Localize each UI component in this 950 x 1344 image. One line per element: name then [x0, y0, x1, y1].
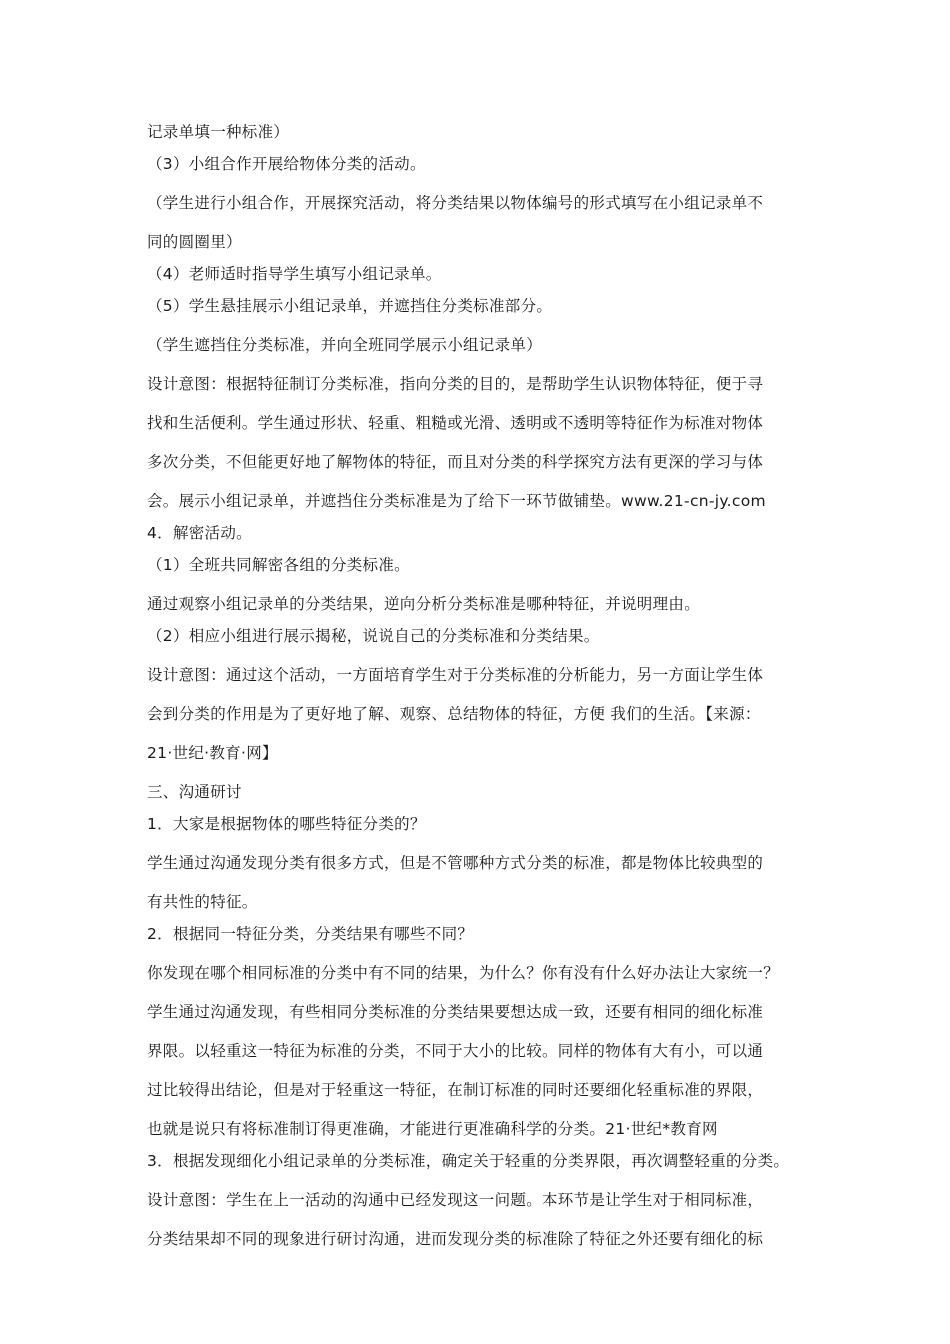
text-line: 1．大家是根据物体的哪些特征分类的？ [147, 815, 426, 833]
text-line: 也就是说只有将标准制订得更准确，才能进行更准确科学的分类。21·世纪*教育网 [147, 1120, 718, 1138]
text-line: 设计意图：通过这个活动，一方面培育学生对于分类标准的分析能力，另一方面让学生体 [147, 666, 764, 684]
text-line: （学生进行小组合作，开展探究活动，将分类结果以物体编号的形式填写在小组记录单不 [147, 194, 764, 212]
text-line: 21·世纪·教育·网】 [147, 744, 278, 762]
text-line: 同的圆圈里） [147, 233, 242, 251]
text-line: （1）全班共同解密各组的分类标准。 [147, 556, 410, 574]
text-line: 学生通过沟通发现分类有很多方式，但是不管哪种方式分类的标准，都是物体比较典型的 [147, 854, 764, 872]
text-line: 你发现在哪个相同标准的分类中有不同的结果，为什么？你有没有什么好办法让大家统一？ [147, 964, 780, 982]
text-line: 设计意图：学生在上一活动的沟通中已经发现这一问题。本环节是让学生对于相同标准， [147, 1191, 764, 1209]
text-line: 三、沟通研讨 [147, 783, 242, 801]
text-line: 通过观察小组记录单的分类结果，逆向分析分类标准是哪种特征，并说明理由。 [147, 595, 701, 613]
text-line: 有共性的特征。 [147, 893, 258, 911]
text-line: （学生遮挡住分类标准，并向全班同学展示小组记录单） [147, 336, 543, 354]
text-line: 会。展示小组记录单，并遮挡住分类标准是为了给下一环节做铺垫。www.21-cn-jy.com [147, 492, 766, 510]
text-line: 3．根据发现细化小组记录单的分类标准，确定关于轻重的分类界限，再次调整轻重的分类。 [147, 1152, 790, 1170]
text-line: （3）小组合作开展给物体分类的活动。 [147, 155, 426, 173]
text-line: 多次分类，不但能更好地了解物体的特征，而且对分类的科学探究方法有更深的学习与体 [147, 453, 764, 471]
text-line: （4）老师适时指导学生填写小组记录单。 [147, 265, 442, 283]
text-line: 设计意图：根据特征制订分类标准，指向分类的目的，是帮助学生认识物体特征，便于寻 [147, 375, 764, 393]
text-line: （5）学生悬挂展示小组记录单，并遮挡住分类标准部分。 [147, 297, 553, 315]
text-line: 2．根据同一特征分类，分类结果有哪些不同？ [147, 925, 474, 943]
text-line: 找和生活便利。学生通过形状、轻重、粗糙或光滑、透明或不透明等特征作为标准对物体 [147, 414, 764, 432]
text-line: 分类结果却不同的现象进行研讨沟通，进而发现分类的标准除了特征之外还要有细化的标 [147, 1230, 764, 1248]
text-line: 记录单填一种标准） [147, 123, 290, 141]
text-line: 过比较得出结论，但是对于轻重这一特征，在制订标准的同时还要细化轻重标准的界限， [147, 1081, 764, 1099]
text-line: 界限。以轻重这一特征为标准的分类，不同于大小的比较。同样的物体有大有小，可以通 [147, 1042, 764, 1060]
text-line: 会到分类的作用是为了更好地了解、观察、总结物体的特征，方便 我们的生活。【来源： [147, 705, 761, 723]
text-line: （2）相应小组进行展示揭秘，说说自己的分类标准和分类结果。 [147, 627, 600, 645]
text-line: 4．解密活动。 [147, 524, 252, 542]
text-line: 学生通过沟通发现，有些相同分类标准的分类结果要想达成一致，还要有相同的细化标准 [147, 1003, 764, 1021]
